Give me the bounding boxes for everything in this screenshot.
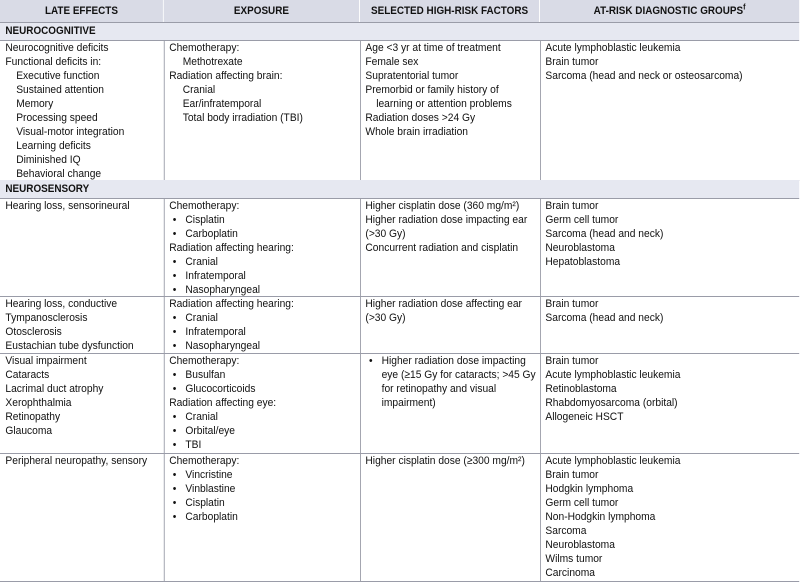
text-line: Functional deficits in: bbox=[5, 56, 102, 68]
text-line: Total body irradiation (TBI) bbox=[182, 112, 303, 124]
row-hearing-conductive-late-effects bbox=[0, 296, 164, 353]
text-line: Visual-motor integration bbox=[16, 126, 125, 138]
text-line: Supratentorial tumor bbox=[365, 70, 459, 82]
bullet-item: • Cisplatin bbox=[169, 213, 356, 227]
text-line: Hepatoblastoma bbox=[545, 256, 621, 268]
text-line: Neuroblastoma bbox=[545, 539, 615, 551]
row-neuropathy-exposure bbox=[164, 453, 360, 524]
row-visual-diagnostic-groups bbox=[540, 353, 799, 424]
text-line: Radiation doses >24 Gy bbox=[365, 112, 476, 124]
text-line: Higher cisplatin dose (≥300 mg/m²) bbox=[365, 455, 525, 467]
text-line: Higher cisplatin dose (360 mg/m²) bbox=[365, 200, 520, 212]
text-line: impairment) bbox=[381, 397, 436, 409]
row-hearing-sensorineural-late-effects bbox=[0, 198, 164, 213]
bullet-item: • Infratemporal bbox=[169, 269, 356, 283]
text-line: Retinoblastoma bbox=[545, 383, 617, 395]
text-line: Rhabdomyosarcoma (orbital) bbox=[545, 397, 678, 409]
text-line: Eustachian tube dysfunction bbox=[5, 340, 134, 352]
text-line: Sustained attention bbox=[16, 84, 104, 96]
text-line: Processing speed bbox=[16, 112, 98, 124]
text-line: Learning deficits bbox=[16, 140, 91, 152]
header-footnote-marker: f bbox=[743, 2, 746, 12]
text-line: learning or attention problems bbox=[376, 98, 512, 110]
text-line: Carcinoma bbox=[545, 567, 595, 579]
text-line: Brain tumor bbox=[545, 469, 599, 481]
text-line: Diminished IQ bbox=[16, 154, 81, 166]
text-line: Radiation affecting brain: bbox=[169, 70, 283, 82]
bullet-item: • Carboplatin bbox=[169, 510, 356, 524]
row-hearing-conductive-diagnostic-groups bbox=[540, 296, 799, 325]
row-visual-risk-factors bbox=[360, 353, 540, 410]
text-line: Chemotherapy: bbox=[169, 200, 240, 212]
text-line: Behavioral change bbox=[16, 168, 102, 180]
bullet-item: • Carboplatin bbox=[169, 227, 356, 241]
bullet-item: • Nasopharyngeal bbox=[169, 339, 356, 353]
bullet-item: • Busulfan bbox=[169, 368, 356, 382]
text-line: Ear/infratemporal bbox=[182, 98, 262, 110]
text-line: Germ cell tumor bbox=[545, 497, 619, 509]
text-line: Whole brain irradiation bbox=[365, 126, 468, 138]
row-neurocognitive-exposure bbox=[164, 40, 360, 125]
row-hearing-sensorineural-exposure bbox=[164, 198, 360, 297]
row-neurocognitive-late-effects bbox=[0, 40, 164, 181]
bullet-item: • Orbital/eye bbox=[169, 424, 356, 438]
text-line: Tympanosclerosis bbox=[5, 312, 88, 324]
text-line: Visual impairment bbox=[5, 355, 87, 367]
bullet-item: • Cranial bbox=[169, 410, 356, 424]
bullet-item: • Vinblastine bbox=[169, 482, 356, 496]
text-line: Non-Hodgkin lymphoma bbox=[545, 511, 656, 523]
text-line: (>30 Gy) bbox=[365, 228, 406, 240]
text-line: Hearing loss, sensorineural bbox=[5, 200, 130, 212]
text-line: Memory bbox=[16, 98, 54, 110]
row-hearing-sensorineural-risk-factors bbox=[360, 198, 540, 255]
bullet-item: • Glucocorticoids bbox=[169, 382, 356, 396]
text-line: Peripheral neuropathy, sensory bbox=[5, 455, 148, 467]
text-line: Concurrent radiation and cisplatin bbox=[365, 242, 519, 254]
header-diagnostic-groups bbox=[540, 0, 799, 22]
text-line: Neuroblastoma bbox=[545, 242, 615, 254]
text-line: Higher radiation dose affecting ear bbox=[365, 298, 522, 310]
bullet-item: • Vincristine bbox=[169, 468, 356, 482]
row-neuropathy-diagnostic-groups bbox=[540, 453, 799, 580]
row-neurocognitive-diagnostic-groups bbox=[540, 40, 799, 83]
text-line: Higher radiation dose impacting ear bbox=[365, 214, 528, 226]
text-line: eye (≥15 Gy for cataracts; >45 Gy bbox=[381, 369, 536, 381]
bullet-item: • Higher radiation dose impacting bbox=[365, 354, 536, 368]
text-line: Brain tumor bbox=[545, 355, 599, 367]
text-line: Germ cell tumor bbox=[545, 214, 619, 226]
header-risk-factors: SELECTED HIGH-RISK FACTORS bbox=[360, 0, 540, 22]
text-line: Sarcoma bbox=[545, 525, 587, 537]
text-line: Allogeneic HSCT bbox=[545, 411, 624, 423]
text-line: Glaucoma bbox=[5, 425, 53, 437]
row-neuropathy-late-effects bbox=[0, 453, 164, 468]
header-late-effects: LATE EFFECTS bbox=[0, 0, 164, 22]
row-hearing-conductive-risk-factors bbox=[360, 296, 540, 325]
text-line: Neurocognitive deficits bbox=[5, 42, 109, 54]
text-line: for retinopathy and visual bbox=[381, 383, 497, 395]
row-neuropathy-risk-factors bbox=[360, 453, 540, 468]
header-exposure: EXPOSURE bbox=[164, 0, 360, 22]
text-line: Acute lymphoblastic leukemia bbox=[545, 369, 681, 381]
text-line: Age <3 yr at time of treatment bbox=[365, 42, 501, 54]
text-line: Brain tumor bbox=[545, 200, 599, 212]
text-line: Executive function bbox=[16, 70, 100, 82]
bullet-item: • Infratemporal bbox=[169, 325, 356, 339]
text-line: Cranial bbox=[182, 84, 216, 96]
bullet-item: • TBI bbox=[169, 438, 356, 452]
bullet-item: • Cranial bbox=[169, 255, 356, 269]
bullet-item: • Cranial bbox=[169, 311, 356, 325]
header-diagnostic-groups-label: AT-RISK DIAGNOSTIC GROUPS bbox=[593, 5, 744, 17]
text-line: Hodgkin lymphoma bbox=[545, 483, 634, 495]
text-line: Radiation affecting hearing: bbox=[169, 298, 294, 310]
text-line: Retinopathy bbox=[5, 411, 61, 423]
text-line: Sarcoma (head and neck) bbox=[545, 312, 664, 324]
text-line: Chemotherapy: bbox=[169, 355, 240, 367]
text-line: Radiation affecting hearing: bbox=[169, 242, 294, 254]
section-neurosensory: NEUROSENSORY bbox=[0, 180, 799, 198]
text-line: Radiation affecting eye: bbox=[169, 397, 277, 409]
text-line: Chemotherapy: bbox=[169, 455, 240, 467]
row-hearing-sensorineural-diagnostic-groups bbox=[540, 198, 799, 269]
text-line: Brain tumor bbox=[545, 56, 599, 68]
row-visual-exposure bbox=[164, 353, 360, 452]
text-line: Sarcoma (head and neck) bbox=[545, 228, 664, 240]
section-neurocognitive: NEUROCOGNITIVE bbox=[0, 22, 799, 40]
text-line: Lacrimal duct atrophy bbox=[5, 383, 104, 395]
text-line: Xerophthalmia bbox=[5, 397, 72, 409]
text-line: (>30 Gy) bbox=[365, 312, 406, 324]
text-line: Acute lymphoblastic leukemia bbox=[545, 42, 681, 54]
text-line: Acute lymphoblastic leukemia bbox=[545, 455, 681, 467]
text-line: Methotrexate bbox=[182, 56, 243, 68]
row-hearing-conductive-exposure bbox=[164, 296, 360, 353]
bullet-item: • Cisplatin bbox=[169, 496, 356, 510]
text-line: Otosclerosis bbox=[5, 326, 62, 338]
text-line: Premorbid or family history of bbox=[365, 84, 499, 96]
text-line: Chemotherapy: bbox=[169, 42, 240, 54]
row-neurocognitive-risk-factors bbox=[360, 40, 540, 139]
text-line: Wilms tumor bbox=[545, 553, 603, 565]
text-line: Brain tumor bbox=[545, 298, 599, 310]
text-line: Female sex bbox=[365, 56, 419, 68]
text-line: Hearing loss, conductive bbox=[5, 298, 118, 310]
bullet-item: • Nasopharyngeal bbox=[169, 283, 356, 297]
text-line: Cataracts bbox=[5, 369, 50, 381]
text-line: Sarcoma (head and neck or osteosarcoma) bbox=[545, 70, 743, 82]
row-visual-late-effects bbox=[0, 353, 164, 438]
